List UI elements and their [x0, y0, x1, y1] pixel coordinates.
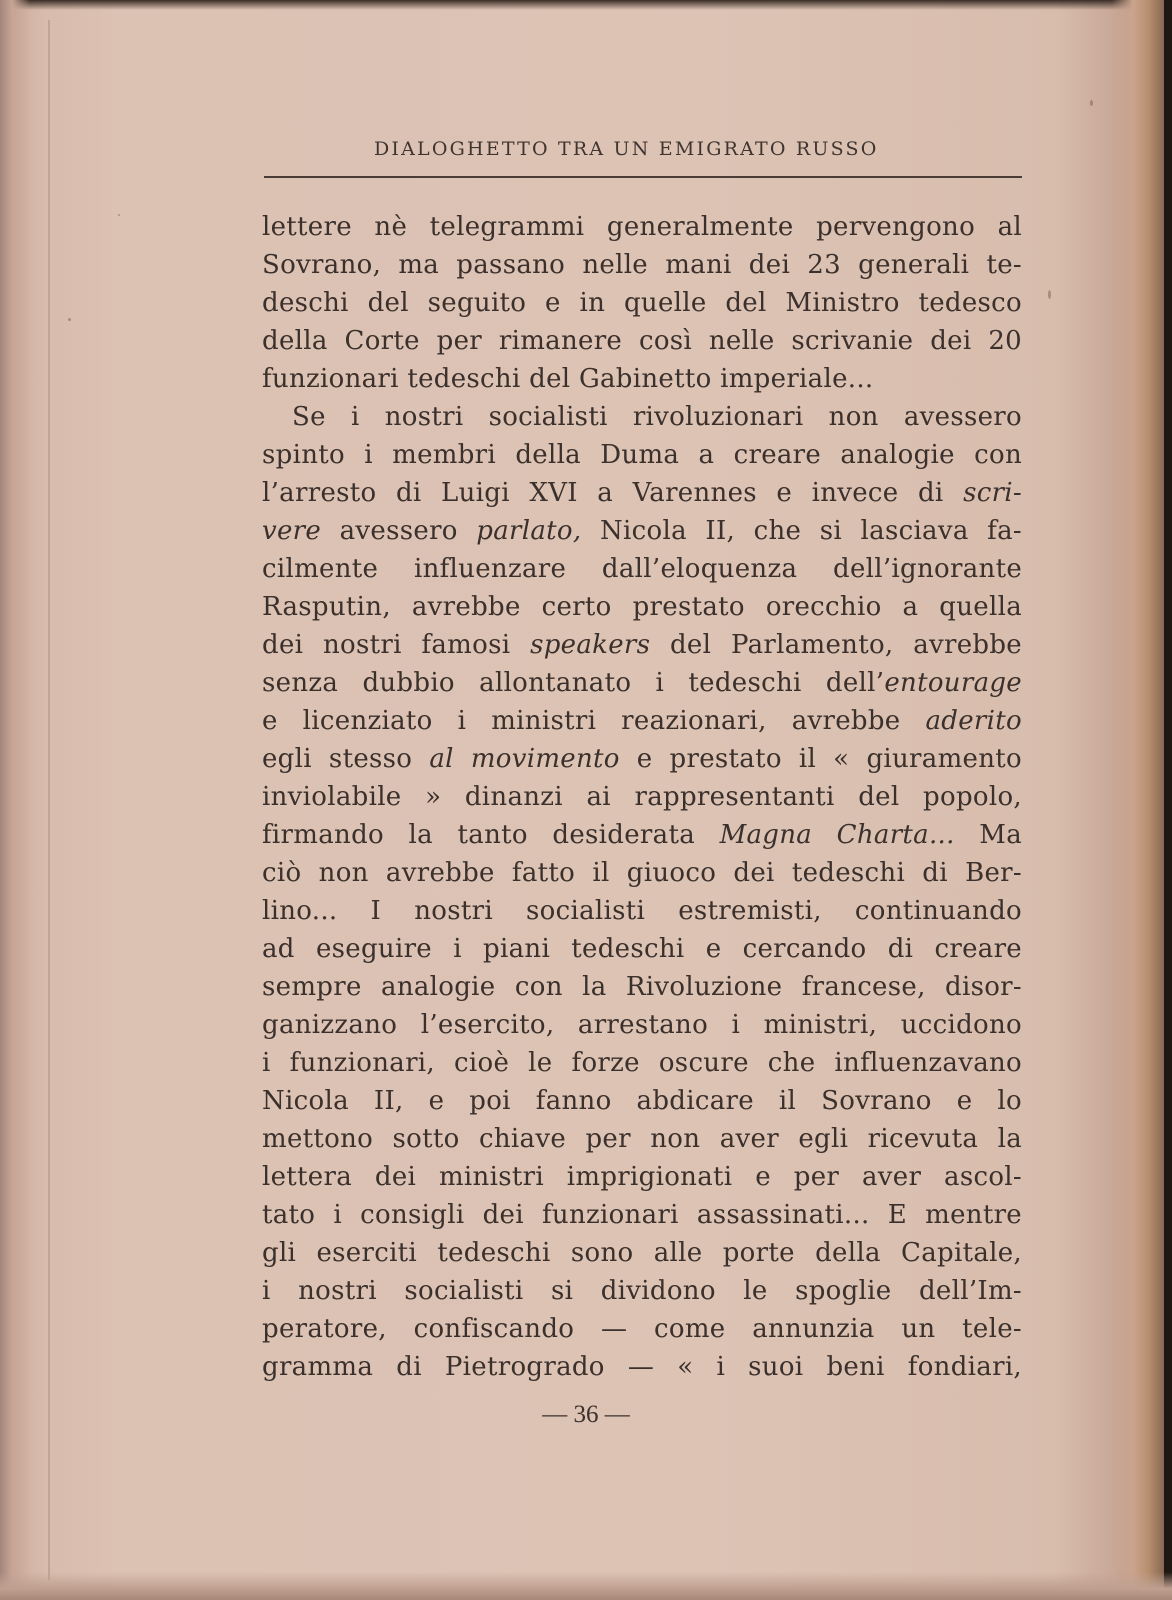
paper-speck	[68, 318, 71, 321]
italic-run: al movimento	[429, 744, 620, 774]
text-line: lettere nè telegrammi generalmente pervengono al	[262, 212, 1022, 242]
text-line: Sovrano, ma passano nelle mani dei 23 generali te-	[262, 250, 1022, 280]
text-line: ciò non avrebbe fatto il giuoco dei tedeschi di Ber-	[262, 858, 1022, 888]
text-line: peratore, confiscando — come annunzia un tele-	[262, 1314, 1022, 1344]
text-line: i funzionari, cioè le forze oscure che influenzavano	[262, 1048, 1022, 1078]
italic-run: aderito	[925, 706, 1022, 736]
text-line: lino... I nostri socialisti estremisti, continuando	[262, 896, 1022, 926]
text-line	[262, 474, 1022, 512]
text-run: Ma	[979, 820, 1022, 850]
text-line: cilmente influenzare dall’eloquenza dell’ignorante	[262, 554, 1022, 584]
text-line: i nostri socialisti si dividono le spoglie dell’Im-	[262, 1276, 1022, 1306]
text-line: mettono sotto chiave per non aver egli ricevuta la	[262, 1124, 1022, 1154]
text-line: funzionari tedeschi del Gabinetto imperiale...	[262, 364, 874, 394]
text-line: lettera dei ministri imprigionati e per aver ascol-	[262, 1162, 1022, 1192]
right-background-strip	[1164, 0, 1172, 1600]
text-line	[262, 740, 1022, 778]
italic-run: speakers	[530, 630, 651, 660]
text-line: deschi del seguito e in quelle del Ministro tedesco	[262, 288, 1022, 318]
bottom-page-edge	[0, 1572, 1172, 1600]
text-line	[262, 626, 1022, 664]
binding-crease	[48, 20, 50, 1580]
text-line	[262, 664, 1022, 702]
text-line: gli eserciti tedeschi sono alle porte della Capitale,	[262, 1238, 1022, 1268]
text-line: della Corte per rimanere così nelle scrivanie dei 20	[262, 326, 1022, 356]
running-head-rule	[264, 176, 1022, 178]
paper-speck	[1048, 290, 1051, 299]
text-line: Rasputin, avrebbe certo prestato orecchio a quella	[262, 592, 1022, 622]
text-line	[262, 702, 1022, 740]
text-run: egli stesso	[262, 744, 413, 774]
text-line: Se i nostri socialisti rivoluzionari non avessero	[292, 402, 1022, 432]
text-line: ad eseguire i piani tedeschi e cercando di creare	[262, 934, 1022, 964]
text-line: sempre analogie con la Rivoluzione francese, disor-	[262, 972, 1022, 1002]
italic-run: entourage	[884, 668, 1022, 698]
text-line: ganizzano l’esercito, arrestano i ministri, uccidono	[262, 1010, 1022, 1040]
italic-run: vere	[262, 516, 322, 546]
top-shadow	[0, 0, 1172, 10]
italic-run: parlato,	[476, 516, 582, 546]
text-run: dei nostri famosi	[262, 630, 511, 660]
text-run: del Parlamento, avrebbe	[669, 630, 1022, 660]
text-line: tato i consigli dei funzionari assassinati... E mentre	[262, 1200, 1022, 1230]
text-line	[262, 816, 1022, 854]
text-line: gramma di Pietrogrado — « i suoi beni fondiari,	[262, 1352, 1022, 1382]
text-run: e prestato il « giuramento	[636, 744, 1022, 774]
text-line: spinto i membri della Duma a creare analogie con	[262, 440, 1022, 470]
italic-run: scri-	[963, 478, 1022, 508]
text-line: Nicola II, e poi fanno abdicare il Sovrano e lo	[262, 1086, 1022, 1116]
running-head	[262, 136, 1022, 184]
paper-speck	[1090, 100, 1093, 106]
text-line	[262, 512, 1022, 550]
text-run: senza dubbio allontanato i tedeschi dell’	[262, 668, 885, 698]
left-page-edge	[0, 0, 30, 1600]
running-head-title: DIALOGHETTO TRA UN EMIGRATO RUSSO	[374, 138, 879, 160]
text-run: firmando la tanto desiderata	[262, 820, 695, 850]
text-run: e licenziato i ministri reazionari, avrebbe	[262, 706, 901, 736]
body-text	[262, 208, 1022, 1386]
text-run: avessero	[339, 516, 458, 546]
page-number: — 36 —	[542, 1401, 630, 1428]
right-page-edge	[1112, 0, 1172, 1600]
text-run: Nicola II, che si lasciava fa-	[599, 516, 1022, 546]
paper-speck	[118, 214, 120, 216]
text-run: l’arresto di Luigi XVI a Varennes e invece di	[262, 478, 944, 508]
italic-run: Magna Charta...	[719, 820, 955, 850]
text-line: inviolabile » dinanzi ai rappresentanti del popolo,	[262, 782, 1022, 812]
